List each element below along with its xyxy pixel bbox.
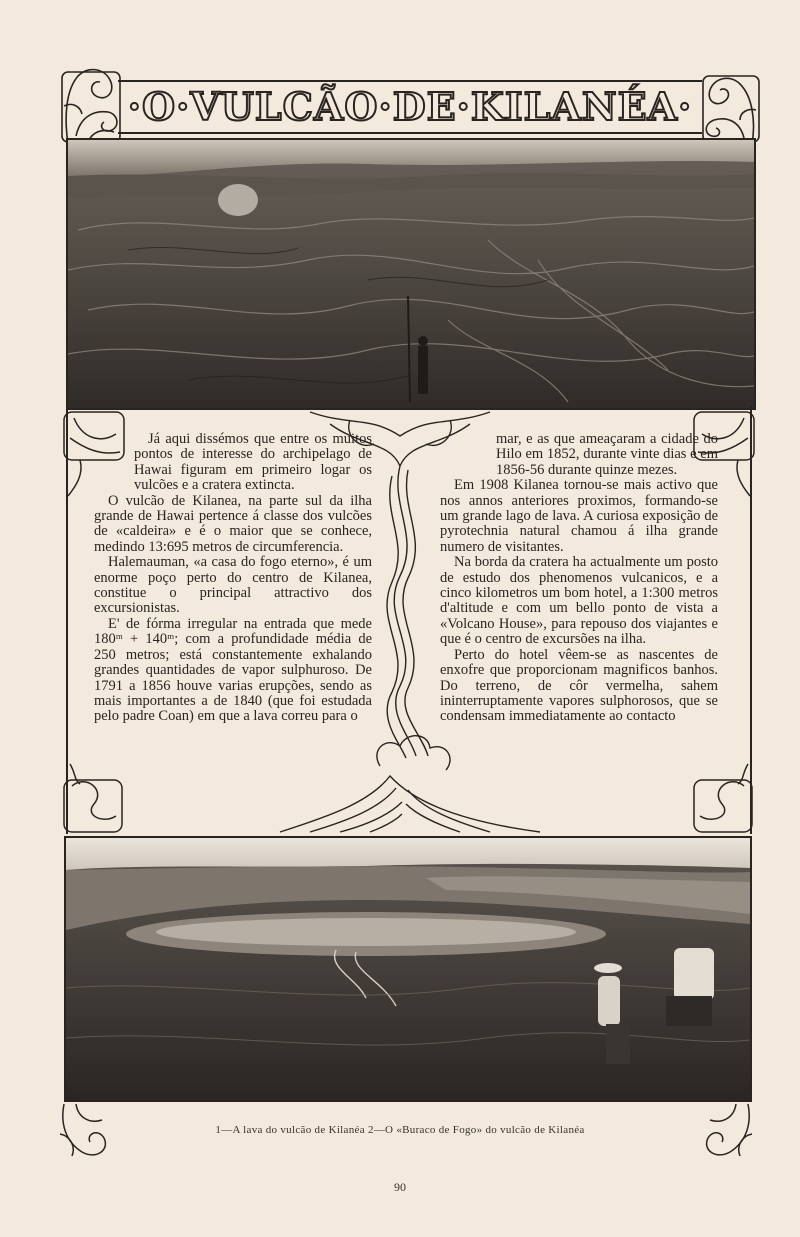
text-column-left xyxy=(94,432,372,725)
paragraph: E' de fórma irregular na entrada que mede 180ᵐ + 140ᵐ; com a profundidade média de 250 metros; está constantemente exhalando grandes quantidades de vapor sulphuroso. De 1791 a 1856 houve varias erupções, sendo as mais importantes a de 1840 (que foi estudada pelo padre Coan) em que a lava correu para o xyxy=(94,615,372,725)
ornament-top-right xyxy=(700,72,762,146)
title-bottom-rule xyxy=(118,132,702,134)
paragraph: Halemauman, «a casa do fogo eterno», é um enorme poço perto do centro de Kilanea, constitue o principal attractivo dos excursionistas. xyxy=(94,554,372,617)
paragraph: O vulcão de Kilanea, na parte sul da ilha grande de Hawai pertence á classe dos vulcões de «caldeira» e é o maior que se conhece, medindo 13:695 metros de circumferencia. xyxy=(94,492,372,555)
text-column-right xyxy=(440,432,718,725)
fire-pit-photo xyxy=(64,836,752,1102)
paragraph: Perto do hotel vêem-se as nascentes de enxofre que proporcionam magnificos banhos. Do terreno, de côr vermelha, sahem ininterruptamente vapores sulphorosos, que se condensam immediatamente ao contacto xyxy=(440,646,718,725)
page-number: 90 xyxy=(394,1180,406,1194)
photo-caption: 1—A lava do vulcão de Kilanéa 2—O «Buraco de Fogo» do vulcão de Kilanéa xyxy=(215,1124,585,1136)
paragraph: Na borda da cratera ha actualmente um posto de estudo dos phenomenos vulcanicos, e a cinco kilometros um bom hotel, a 1:300 metros d'altitude e com um bello ponto de vista a «Volcano House», para repouso dos viajantes e que é o centro de excursões na ilha. xyxy=(440,554,718,648)
ornament-top-left xyxy=(58,66,124,146)
page-title: ·O·VULCÃO·DE·KILANÉA· xyxy=(127,83,693,129)
ornament-mid-right-bottom xyxy=(690,760,756,836)
paragraph: mar, e as que ameaçaram a cidade do Hilo em 1852, durante vinte dias e em 1856-56 durante quinze mezes. xyxy=(496,431,718,478)
paragraph: Em 1908 Kilanea tornou-se mais activo que nos annos anteriores proximos, formando-se um grande lago de lava. A curiosa exposição de pyrotechnia natural chamou á ilha grande numero de visitantes. xyxy=(440,477,718,555)
title-banner xyxy=(118,82,702,130)
lava-field-photo xyxy=(66,138,756,410)
paragraph: Já aqui dissémos que entre os muitos pontos de interesse do archipelago de Hawai figuram em primeiro logar os vulcões e a cratera extincta. xyxy=(134,431,372,494)
ornament-mid-left-bottom xyxy=(60,760,130,836)
